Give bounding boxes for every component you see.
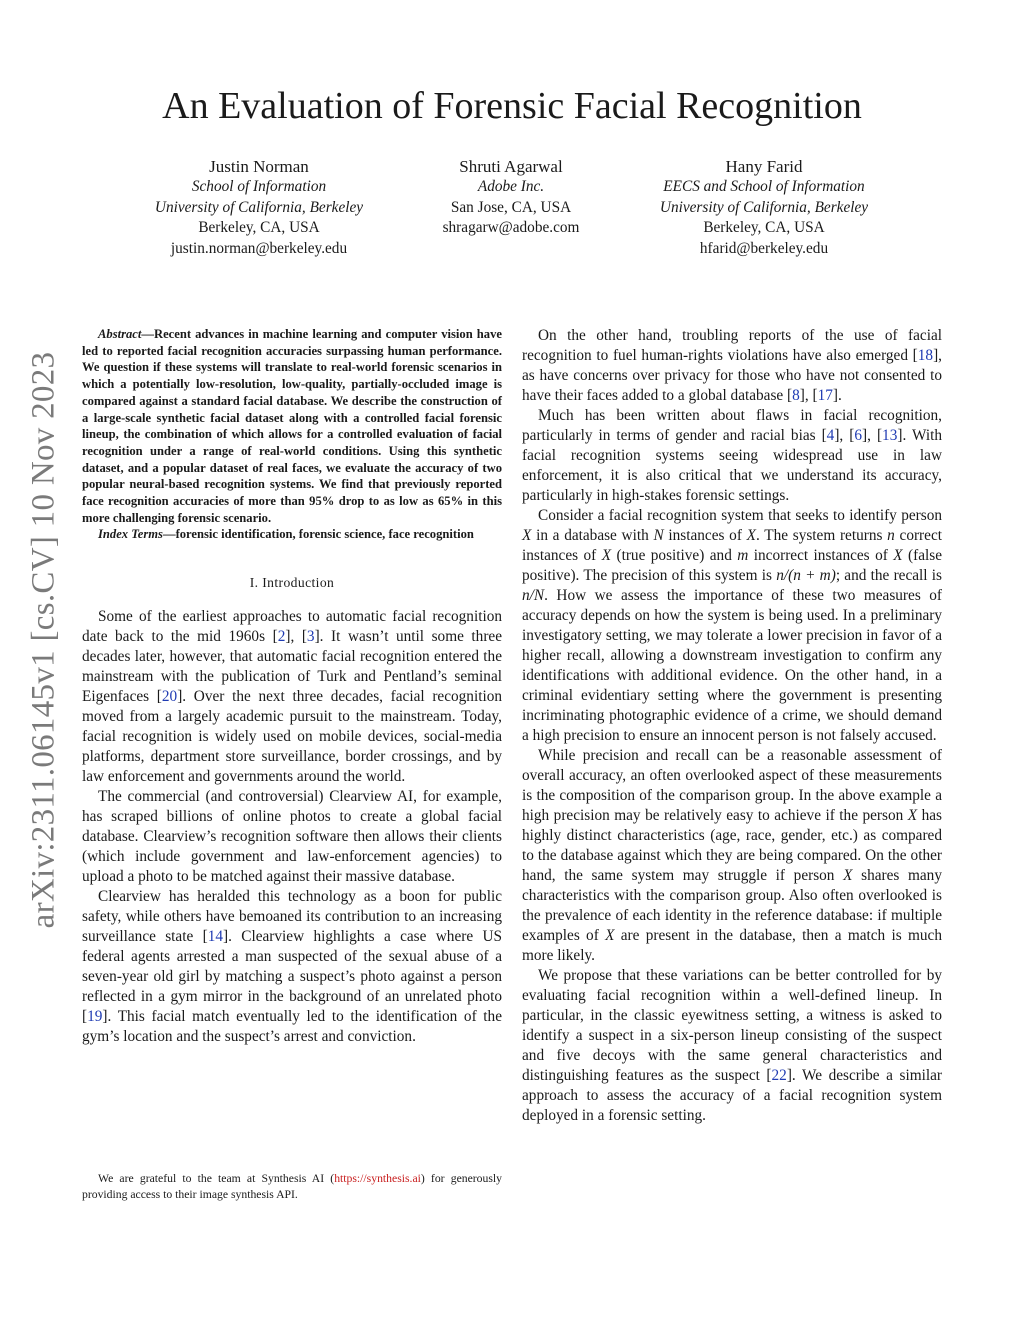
right-column — [522, 326, 942, 1126]
footnote: We are grateful to the team at Synthesis AI (https://synthesis.ai) for generously providing access to their image synthesis API. — [82, 1172, 503, 1201]
citation-link[interactable]: 2 — [277, 628, 286, 646]
right-paragraph-4: While precision and recall can be a reasonable assessment of overall accuracy, an often overlooked aspect of these measurements is the composition of the comparison group. In the above example a high precision may be relatively easy to achieve if the person X has highly distinct characteristics (age, race, gender, etc.) as compared to the database against which they are being compared. On the other hand, the same system may struggle if person X shares many characteristics with the comparison group. Also often overlooked is the prevalence of each identity in the reference database: if multiple examples of X are present in the database, then a match is much more likely. — [522, 747, 943, 964]
citation-link[interactable]: 8 — [792, 387, 800, 404]
right-paragraph-3: Consider a facial recognition system that seeks to identify person X in a database with N instances of X. The system returns n correct instances of X (true positive) and m incorrect instances of X (false positive). The precision of this system is n/(n + m); and the recall is n/N. How we assess the importance of these two measures of accuracy depends on how the system is being used. In a preliminary investigatory setting, we may tolerate a lower precision in favor of a higher recall, allowing a downstream investigation to confirm any identifications with additional evidence. On the other hand, in a criminal evidentiary setting where the government is presenting incriminating photographic evidence of a crime, we should demand a high precision to ensure an innocent person is not falsely accused. — [522, 507, 943, 744]
author-affiliation: University of California, Berkeley — [659, 198, 869, 216]
abstract — [82, 326, 502, 526]
citation-link[interactable]: 4 — [826, 427, 835, 444]
intro-paragraph-2: The commercial (and controversial) Clearview AI, for example, has scraped billions of online photos to create a global facial database. Clearview’s recognition software then allows their clients (which include government and law-enforcement agencies) to upload a photo to be matched against their massive database. — [82, 788, 502, 886]
author-affiliation: EECS and School of Information — [663, 178, 865, 195]
citation-link[interactable]: 6 — [854, 427, 863, 444]
author-affiliation: Adobe Inc. — [477, 178, 545, 195]
abstract-label: Abstract — [98, 327, 142, 341]
author-location: San Jose, CA, USA — [450, 198, 572, 216]
intro-paragraph-3: Clearview has heralded this technology as a boon for public safety, while others have bemoaned its contribution to an increasing surveillance state [14]. Clearview highlights a case where US federal agents arrested a man suspected of the sexual abuse of a seven-year old girl by matching a suspect’s photo against a person reflected in a gym mirror in the background of an unrelated photo [19]. This facial match eventually led to the identification of the gym’s location and the suspect’s arrest and conviction. — [82, 888, 502, 1046]
intro-paragraph-1: Some of the earliest approaches to automatic facial recognition date back to the mid 1960s [2], [3]. It wasn’t until some three decades later, however, that automatic facial recognition entered the mainstream with the publication of Turk and Pentland’s seminal Eigenfaces [20]. Over the next three decades, facial recognition moved from a largely academic pursuit to the mainstream. Today, facial recognition is widely used on mobile devices, social-media platforms, department store surveillance, border crossings, and by law enforcement and governments around the world. — [82, 608, 503, 786]
synthesis-ai-link[interactable]: https://synthesis.ai — [334, 1172, 421, 1185]
right-paragraph-2: Much has been written about flaws in facial recognition, particularly in terms of gender and racial bias [4], [6], [13]. With facial recognition systems seeing widespread use in law enforcement, it is also critical that we understand its accuracy, particularly in high-stakes forensic settings. — [522, 407, 942, 504]
author-name: Hany Farid — [725, 157, 803, 176]
author-affiliation: School of Information — [191, 178, 327, 195]
author-3 — [604, 156, 924, 259]
arxiv-sidebar — [14, 310, 74, 970]
author-name: Shruti Agarwal — [459, 157, 563, 176]
citation-link[interactable]: 18 — [917, 347, 934, 364]
citation-link[interactable]: 17 — [817, 387, 833, 404]
index-terms — [82, 526, 502, 543]
right-paragraph-5: We propose that these variations can be better controlled for by evaluating facial recognition within a well-defined lineup. In particular, in the classic eyewitness setting, a witness is asked to identify a suspect in a six-person lineup consisting of the suspect and five decoys with the same general characteristics and distinguishing features as the suspect [22]. We describe a similar approach to assess the accuracy of a facial recognition system deployed in a forensic setting. — [522, 967, 942, 1124]
citation-link[interactable]: 3 — [306, 628, 315, 646]
author-location: Berkeley, CA, USA — [198, 219, 320, 237]
abstract-text: Recent advances in machine learning and computer vision have led to reported facial recognition accuracies surpassing human performance. We question if these systems will translate to real-world forensic scenarios in which a potentially low-resolution, low-quality, partially-occluded image is compared against a standard facial database. We describe the construction of a large-scale synthetic facial dataset along with a controlled facial forensic lineup, the combination of which allows for a controlled evaluation of facial recognition under a range of real-world conditions. Using this synthetic dataset, and a popular dataset of real faces, we evaluate the accuracy of two popular neural-based recognition systems. We find that previously reported face recognition accuracies of more than 95% drop to as low as 65% in this more challenging forensic scenario. — [82, 327, 502, 525]
citation-link[interactable]: 13 — [882, 427, 898, 444]
citation-link[interactable]: 14 — [207, 928, 223, 946]
citation-link[interactable]: 19 — [87, 1008, 103, 1026]
citation-link[interactable]: 20 — [161, 688, 178, 706]
abstract-dash: — — [141, 327, 154, 341]
citation-link[interactable]: 22 — [771, 1067, 787, 1084]
index-terms-text: —forensic identification, forensic science, face recognition — [162, 527, 474, 542]
arxiv-identifier: arXiv:2311.06145v1 [cs.CV] 10 Nov 2023 — [25, 351, 62, 929]
author-location: Berkeley, CA, USA — [703, 219, 825, 237]
author-name: Justin Norman — [209, 157, 309, 176]
right-paragraph-1: On the other hand, troubling reports of the use of facial recognition to fuel human-rights violations have also emerged [18], as have concerns over privacy for those who have not consented to have their faces added to a global database [8], [17]. — [522, 327, 942, 404]
author-email[interactable]: shragarw@adobe.com — [442, 219, 580, 237]
paper-title: An Evaluation of Forensic Facial Recognition — [162, 85, 862, 127]
author-email[interactable]: justin.norman@berkeley.edu — [170, 239, 348, 257]
section-heading-introduction: I. Introduction — [249, 575, 335, 591]
author-affiliation: University of California, Berkeley — [154, 198, 364, 216]
left-column — [82, 326, 502, 1047]
index-terms-label: Index Terms — [98, 527, 163, 542]
author-email[interactable]: hfarid@berkeley.edu — [699, 239, 829, 257]
